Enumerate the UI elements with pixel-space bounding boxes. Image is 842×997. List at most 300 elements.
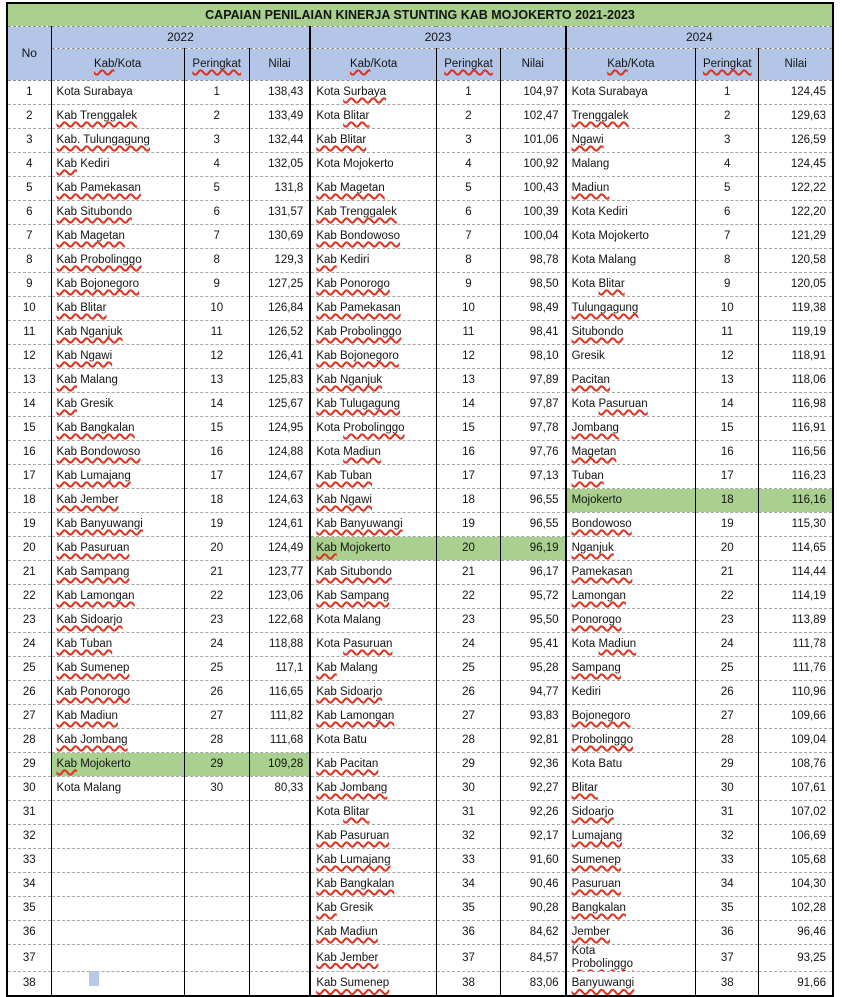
- cell-2022-kabkota[interactable]: [51, 921, 184, 945]
- cell-2024-kabkota[interactable]: [566, 465, 696, 489]
- cell-2024-nilai[interactable]: 111,76: [759, 657, 833, 681]
- cell-2024-peringkat[interactable]: 24: [696, 633, 759, 657]
- cell-2024-peringkat[interactable]: 13: [696, 369, 759, 393]
- cell-2023-kabkota[interactable]: [310, 561, 436, 585]
- cell-2022-nilai[interactable]: 132,05: [249, 153, 310, 177]
- cell-row-no[interactable]: 9: [7, 273, 51, 297]
- cell-row-no[interactable]: 5: [7, 177, 51, 201]
- cell-2023-nilai[interactable]: 100,04: [501, 225, 566, 249]
- cell-2024-peringkat[interactable]: 4: [696, 153, 759, 177]
- cell-2022-nilai[interactable]: [249, 945, 310, 972]
- cell-2022-peringkat[interactable]: 24: [184, 633, 249, 657]
- cell-2024-kabkota[interactable]: Kota Madiun: [566, 633, 696, 657]
- cell-2024-kabkota[interactable]: [566, 369, 696, 393]
- cell-2023-peringkat[interactable]: 5: [436, 177, 500, 201]
- cell-2023-kabkota[interactable]: [310, 777, 436, 801]
- cell-2024-nilai[interactable]: 91,66: [759, 972, 833, 997]
- col-header-kabkota-2024[interactable]: [566, 49, 696, 81]
- cell-2023-nilai[interactable]: 97,87: [501, 393, 566, 417]
- cell-row-no[interactable]: 1: [7, 81, 51, 105]
- cell-2024-peringkat[interactable]: 22: [696, 585, 759, 609]
- cell-2023-nilai[interactable]: 97,78: [501, 417, 566, 441]
- cell-2024-kabkota[interactable]: [566, 177, 696, 201]
- cell-2022-kabkota[interactable]: Kab Mojokerto: [51, 753, 184, 777]
- cell-2022-kabkota[interactable]: [51, 873, 184, 897]
- cell-2022-peringkat[interactable]: 21: [184, 561, 249, 585]
- cell-2024-kabkota[interactable]: [566, 105, 696, 129]
- cell-2024-nilai[interactable]: 116,98: [759, 393, 833, 417]
- cell-row-no[interactable]: 20: [7, 537, 51, 561]
- cell-2023-peringkat[interactable]: 34: [436, 873, 500, 897]
- cell-2022-nilai[interactable]: 127,25: [249, 273, 310, 297]
- cell-2022-peringkat[interactable]: 1: [184, 81, 249, 105]
- cell-2022-nilai[interactable]: 117,1: [249, 657, 310, 681]
- cell-2024-kabkota[interactable]: [566, 129, 696, 153]
- cell-2022-nilai[interactable]: 123,77: [249, 561, 310, 585]
- cell-2023-peringkat[interactable]: 13: [436, 369, 500, 393]
- cell-2023-kabkota[interactable]: Kab Malang: [310, 657, 436, 681]
- cell-2023-kabkota[interactable]: [310, 177, 436, 201]
- cell-2023-kabkota[interactable]: [310, 273, 436, 297]
- cell-2023-peringkat[interactable]: 11: [436, 321, 500, 345]
- cell-2024-peringkat[interactable]: 9: [696, 273, 759, 297]
- cell-2022-nilai[interactable]: 138,43: [249, 81, 310, 105]
- cell-2023-nilai[interactable]: 97,89: [501, 369, 566, 393]
- cell-2023-peringkat[interactable]: 17: [436, 465, 500, 489]
- cell-row-no[interactable]: 37: [7, 945, 51, 972]
- cell-2022-nilai[interactable]: 124,88: [249, 441, 310, 465]
- cell-2023-kabkota[interactable]: Kota Blitar: [310, 801, 436, 825]
- cell-2022-peringkat[interactable]: 23: [184, 609, 249, 633]
- cell-2023-nilai[interactable]: 97,13: [501, 465, 566, 489]
- cell-2022-peringkat[interactable]: 19: [184, 513, 249, 537]
- cell-2023-nilai[interactable]: 97,76: [501, 441, 566, 465]
- cell-2023-nilai[interactable]: 92,17: [501, 825, 566, 849]
- cell-row-no[interactable]: 32: [7, 825, 51, 849]
- cell-2023-nilai[interactable]: 92,81: [501, 729, 566, 753]
- cell-2022-kabkota[interactable]: Kab Gresik: [51, 393, 184, 417]
- cell-2024-peringkat[interactable]: 25: [696, 657, 759, 681]
- cell-2023-nilai[interactable]: 92,36: [501, 753, 566, 777]
- cell-2022-nilai[interactable]: [249, 972, 310, 997]
- cell-2024-peringkat[interactable]: 27: [696, 705, 759, 729]
- cell-2022-nilai[interactable]: [249, 897, 310, 921]
- cell-2022-nilai[interactable]: 126,41: [249, 345, 310, 369]
- cell-2022-peringkat[interactable]: [184, 972, 249, 997]
- cell-2022-kabkota[interactable]: [51, 513, 184, 537]
- cell-2024-peringkat[interactable]: 31: [696, 801, 759, 825]
- cell-2022-peringkat[interactable]: 29: [184, 753, 249, 777]
- cell-2024-nilai[interactable]: 124,45: [759, 153, 833, 177]
- cell-2024-nilai[interactable]: 120,58: [759, 249, 833, 273]
- cell-2023-peringkat[interactable]: 21: [436, 561, 500, 585]
- cell-2022-kabkota[interactable]: [51, 345, 184, 369]
- cell-2022-peringkat[interactable]: 13: [184, 369, 249, 393]
- cell-2022-peringkat[interactable]: 12: [184, 345, 249, 369]
- cell-2023-peringkat[interactable]: 4: [436, 153, 500, 177]
- cell-2024-peringkat[interactable]: 16: [696, 441, 759, 465]
- cell-2022-kabkota[interactable]: [51, 801, 184, 825]
- col-header-year-2023[interactable]: 2023: [310, 27, 565, 49]
- cell-2022-peringkat[interactable]: [184, 849, 249, 873]
- cell-2022-kabkota[interactable]: [51, 201, 184, 225]
- cell-2023-peringkat[interactable]: 28: [436, 729, 500, 753]
- cell-2024-peringkat[interactable]: 5: [696, 177, 759, 201]
- cell-2024-peringkat[interactable]: 35: [696, 897, 759, 921]
- cell-2023-nilai[interactable]: 92,27: [501, 777, 566, 801]
- cell-2023-nilai[interactable]: 90,28: [501, 897, 566, 921]
- cell-2024-peringkat[interactable]: 32: [696, 825, 759, 849]
- cell-2024-peringkat[interactable]: 1: [696, 81, 759, 105]
- col-header-peringkat-2022[interactable]: [184, 49, 249, 81]
- cell-2022-nilai[interactable]: 129,3: [249, 249, 310, 273]
- cell-2023-peringkat[interactable]: 9: [436, 273, 500, 297]
- cell-2023-peringkat[interactable]: 26: [436, 681, 500, 705]
- cell-2024-kabkota[interactable]: Kota Surabaya: [566, 81, 696, 105]
- cell-2023-kabkota[interactable]: [310, 945, 436, 972]
- cell-row-no[interactable]: 33: [7, 849, 51, 873]
- cell-2023-nilai[interactable]: 102,47: [501, 105, 566, 129]
- col-header-nilai-2024[interactable]: Nilai: [759, 49, 833, 81]
- cell-row-no[interactable]: 26: [7, 681, 51, 705]
- cell-2024-kabkota[interactable]: [566, 321, 696, 345]
- cell-2024-kabkota[interactable]: [566, 729, 696, 753]
- cell-2024-nilai[interactable]: 96,46: [759, 921, 833, 945]
- cell-2024-peringkat[interactable]: 36: [696, 921, 759, 945]
- cell-2024-peringkat[interactable]: 23: [696, 609, 759, 633]
- cell-row-no[interactable]: 19: [7, 513, 51, 537]
- cell-2022-kabkota[interactable]: Kota Malang: [51, 777, 184, 801]
- cell-2023-kabkota[interactable]: Kota Madiun: [310, 441, 436, 465]
- cell-2023-peringkat[interactable]: 6: [436, 201, 500, 225]
- cell-2024-kabkota[interactable]: [566, 897, 696, 921]
- cell-2023-nilai[interactable]: 101,06: [501, 129, 566, 153]
- cell-row-no[interactable]: 31: [7, 801, 51, 825]
- cell-2023-kabkota[interactable]: [310, 972, 436, 997]
- cell-2023-nilai[interactable]: 96,55: [501, 489, 566, 513]
- cell-2023-nilai[interactable]: 98,10: [501, 345, 566, 369]
- cell-2022-kabkota[interactable]: [51, 705, 184, 729]
- cell-2024-kabkota[interactable]: [566, 777, 696, 801]
- cell-row-no[interactable]: 17: [7, 465, 51, 489]
- cell-2024-nilai[interactable]: 105,68: [759, 849, 833, 873]
- cell-2022-nilai[interactable]: 131,57: [249, 201, 310, 225]
- cell-row-no[interactable]: 38: [7, 972, 51, 997]
- cell-2023-peringkat[interactable]: 16: [436, 441, 500, 465]
- cell-2024-peringkat[interactable]: 33: [696, 849, 759, 873]
- cell-2023-peringkat[interactable]: 19: [436, 513, 500, 537]
- cell-2023-peringkat[interactable]: 7: [436, 225, 500, 249]
- cell-2024-peringkat[interactable]: 6: [696, 201, 759, 225]
- cell-2022-kabkota[interactable]: [51, 321, 184, 345]
- col-header-peringkat-2024[interactable]: [696, 49, 759, 81]
- cell-2024-nilai[interactable]: 114,19: [759, 585, 833, 609]
- cell-2022-nilai[interactable]: 125,67: [249, 393, 310, 417]
- cell-2023-nilai[interactable]: 98,41: [501, 321, 566, 345]
- cell-2024-kabkota[interactable]: [566, 561, 696, 585]
- cell-row-no[interactable]: 35: [7, 897, 51, 921]
- cell-2022-nilai[interactable]: [249, 825, 310, 849]
- cell-2023-nilai[interactable]: 83,06: [501, 972, 566, 997]
- cell-2023-kabkota[interactable]: Kota Batu: [310, 729, 436, 753]
- cell-2024-nilai[interactable]: 108,76: [759, 753, 833, 777]
- cell-row-no[interactable]: 10: [7, 297, 51, 321]
- cell-2024-kabkota[interactable]: Kota Probolinggo: [566, 945, 696, 972]
- cell-row-no[interactable]: 13: [7, 369, 51, 393]
- cell-2024-kabkota[interactable]: Kota Kediri: [566, 201, 696, 225]
- cell-2023-kabkota[interactable]: [310, 873, 436, 897]
- cell-2023-kabkota[interactable]: Kota Malang: [310, 609, 436, 633]
- cell-2022-nilai[interactable]: 109,28: [249, 753, 310, 777]
- cell-2024-peringkat[interactable]: 8: [696, 249, 759, 273]
- cell-2024-nilai[interactable]: 104,30: [759, 873, 833, 897]
- cell-row-no[interactable]: 16: [7, 441, 51, 465]
- cell-2023-kabkota[interactable]: [310, 513, 436, 537]
- cell-2022-nilai[interactable]: 133,49: [249, 105, 310, 129]
- cell-row-no[interactable]: 27: [7, 705, 51, 729]
- cell-2024-kabkota[interactable]: Gresik: [566, 345, 696, 369]
- cell-2023-nilai[interactable]: 93,83: [501, 705, 566, 729]
- cell-2022-peringkat[interactable]: [184, 825, 249, 849]
- cell-2024-nilai[interactable]: 107,02: [759, 801, 833, 825]
- cell-2022-kabkota[interactable]: [51, 297, 184, 321]
- cell-2023-nilai[interactable]: 95,72: [501, 585, 566, 609]
- cell-2024-kabkota[interactable]: [566, 801, 696, 825]
- cell-2024-kabkota[interactable]: [566, 705, 696, 729]
- cell-2023-nilai[interactable]: 91,60: [501, 849, 566, 873]
- col-header-no[interactable]: No: [7, 27, 51, 81]
- cell-2022-nilai[interactable]: [249, 921, 310, 945]
- cell-row-no[interactable]: 21: [7, 561, 51, 585]
- cell-2024-peringkat[interactable]: 18: [696, 489, 759, 513]
- cell-2024-peringkat[interactable]: 28: [696, 729, 759, 753]
- cell-2022-kabkota[interactable]: [51, 633, 184, 657]
- cell-2022-kabkota[interactable]: [51, 585, 184, 609]
- cell-row-no[interactable]: 30: [7, 777, 51, 801]
- cell-2022-kabkota[interactable]: Kab Kediri: [51, 153, 184, 177]
- cell-2023-peringkat[interactable]: 27: [436, 705, 500, 729]
- cell-2023-peringkat[interactable]: 12: [436, 345, 500, 369]
- cell-2023-peringkat[interactable]: 18: [436, 489, 500, 513]
- cell-2024-kabkota[interactable]: [566, 441, 696, 465]
- cell-2023-peringkat[interactable]: 3: [436, 129, 500, 153]
- cell-2023-kabkota[interactable]: [310, 825, 436, 849]
- cell-2023-nilai[interactable]: 104,97: [501, 81, 566, 105]
- cell-2022-nilai[interactable]: 124,95: [249, 417, 310, 441]
- cell-2022-kabkota[interactable]: [51, 225, 184, 249]
- cell-2023-peringkat[interactable]: 1: [436, 81, 500, 105]
- cell-2022-peringkat[interactable]: 3: [184, 129, 249, 153]
- cell-2022-nilai[interactable]: 124,63: [249, 489, 310, 513]
- cell-2023-kabkota[interactable]: [310, 921, 436, 945]
- cell-2024-kabkota[interactable]: Kota Malang: [566, 249, 696, 273]
- cell-2024-nilai[interactable]: 119,38: [759, 297, 833, 321]
- cell-2024-nilai[interactable]: 118,91: [759, 345, 833, 369]
- cell-2023-nilai[interactable]: 84,57: [501, 945, 566, 972]
- cell-2023-peringkat[interactable]: 35: [436, 897, 500, 921]
- col-header-year-2024[interactable]: 2024: [566, 27, 833, 49]
- cell-2023-nilai[interactable]: 96,55: [501, 513, 566, 537]
- cell-2022-peringkat[interactable]: 30: [184, 777, 249, 801]
- cell-2024-kabkota[interactable]: [566, 417, 696, 441]
- cell-2024-nilai[interactable]: 111,78: [759, 633, 833, 657]
- cell-2022-kabkota[interactable]: [51, 177, 184, 201]
- cell-2024-nilai[interactable]: 118,06: [759, 369, 833, 393]
- cell-2022-nilai[interactable]: 124,49: [249, 537, 310, 561]
- cell-2022-peringkat[interactable]: 18: [184, 489, 249, 513]
- cell-2022-kabkota[interactable]: [51, 441, 184, 465]
- cell-2024-kabkota[interactable]: Kota Pasuruan: [566, 393, 696, 417]
- cell-2023-peringkat[interactable]: 24: [436, 633, 500, 657]
- cell-2023-nilai[interactable]: 94,77: [501, 681, 566, 705]
- cell-2022-nilai[interactable]: 130,69: [249, 225, 310, 249]
- cell-2022-peringkat[interactable]: 15: [184, 417, 249, 441]
- cell-2024-peringkat[interactable]: 20: [696, 537, 759, 561]
- cell-2022-peringkat[interactable]: 11: [184, 321, 249, 345]
- cell-2024-kabkota[interactable]: [566, 297, 696, 321]
- cell-2024-kabkota[interactable]: Kota Batu: [566, 753, 696, 777]
- cell-2023-nilai[interactable]: 90,46: [501, 873, 566, 897]
- cell-2023-nilai[interactable]: 100,39: [501, 201, 566, 225]
- cell-2022-peringkat[interactable]: 27: [184, 705, 249, 729]
- col-header-nilai-2022[interactable]: Nilai: [249, 49, 310, 81]
- cell-2022-nilai[interactable]: 126,52: [249, 321, 310, 345]
- cell-row-no[interactable]: 25: [7, 657, 51, 681]
- cell-2024-nilai[interactable]: 106,69: [759, 825, 833, 849]
- cell-2023-nilai[interactable]: 98,78: [501, 249, 566, 273]
- cell-2023-kabkota[interactable]: [310, 225, 436, 249]
- cell-2024-nilai[interactable]: 110,96: [759, 681, 833, 705]
- cell-2022-kabkota[interactable]: [51, 729, 184, 753]
- cell-2023-nilai[interactable]: 98,49: [501, 297, 566, 321]
- cell-row-no[interactable]: 15: [7, 417, 51, 441]
- cell-row-no[interactable]: 18: [7, 489, 51, 513]
- cell-2024-nilai[interactable]: 129,63: [759, 105, 833, 129]
- cell-2024-peringkat[interactable]: 29: [696, 753, 759, 777]
- cell-2024-kabkota[interactable]: [566, 657, 696, 681]
- cell-2022-kabkota[interactable]: [51, 465, 184, 489]
- cell-2024-nilai[interactable]: 122,22: [759, 177, 833, 201]
- cell-2024-peringkat[interactable]: 10: [696, 297, 759, 321]
- cell-2022-nilai[interactable]: [249, 849, 310, 873]
- cell-row-no[interactable]: 14: [7, 393, 51, 417]
- cell-2022-kabkota[interactable]: [51, 849, 184, 873]
- cell-2022-peringkat[interactable]: 22: [184, 585, 249, 609]
- cell-2022-peringkat[interactable]: 28: [184, 729, 249, 753]
- cell-2023-nilai[interactable]: 95,41: [501, 633, 566, 657]
- cell-2022-peringkat[interactable]: 16: [184, 441, 249, 465]
- cell-2022-nilai[interactable]: 116,65: [249, 681, 310, 705]
- cell-2022-nilai[interactable]: 111,82: [249, 705, 310, 729]
- cell-2024-peringkat[interactable]: 26: [696, 681, 759, 705]
- cell-2023-peringkat[interactable]: 20: [436, 537, 500, 561]
- cell-2023-nilai[interactable]: 95,28: [501, 657, 566, 681]
- cell-2022-peringkat[interactable]: [184, 921, 249, 945]
- cell-2023-nilai[interactable]: 96,17: [501, 561, 566, 585]
- cell-2024-nilai[interactable]: 109,04: [759, 729, 833, 753]
- cell-2022-nilai[interactable]: [249, 873, 310, 897]
- cell-2024-nilai[interactable]: 109,66: [759, 705, 833, 729]
- cell-2023-kabkota[interactable]: Kota Mojokerto: [310, 153, 436, 177]
- cell-2024-peringkat[interactable]: 38: [696, 972, 759, 997]
- cell-2024-kabkota[interactable]: Kota Blitar: [566, 273, 696, 297]
- cell-2022-nilai[interactable]: 125,83: [249, 369, 310, 393]
- cell-2022-peringkat[interactable]: 4: [184, 153, 249, 177]
- cell-row-no[interactable]: 3: [7, 129, 51, 153]
- cell-row-no[interactable]: 36: [7, 921, 51, 945]
- cell-2022-peringkat[interactable]: 14: [184, 393, 249, 417]
- cell-2024-kabkota[interactable]: [566, 825, 696, 849]
- cell-2022-nilai[interactable]: 132,44: [249, 129, 310, 153]
- cell-2023-peringkat[interactable]: 2: [436, 105, 500, 129]
- cell-2022-nilai[interactable]: 124,67: [249, 465, 310, 489]
- cell-2022-peringkat[interactable]: 25: [184, 657, 249, 681]
- cell-2022-nilai[interactable]: 131,8: [249, 177, 310, 201]
- cell-2022-nilai[interactable]: 123,06: [249, 585, 310, 609]
- cell-2022-kabkota[interactable]: [51, 897, 184, 921]
- cell-2023-nilai[interactable]: 84,62: [501, 921, 566, 945]
- cell-2023-kabkota[interactable]: [310, 129, 436, 153]
- cell-2022-nilai[interactable]: 118,88: [249, 633, 310, 657]
- cell-2023-nilai[interactable]: 100,43: [501, 177, 566, 201]
- cell-2023-peringkat[interactable]: 33: [436, 849, 500, 873]
- cell-2023-peringkat[interactable]: 23: [436, 609, 500, 633]
- cell-2022-kabkota[interactable]: Kota Surabaya: [51, 81, 184, 105]
- cell-2022-kabkota[interactable]: [51, 489, 184, 513]
- cell-row-no[interactable]: 29: [7, 753, 51, 777]
- cell-2022-kabkota[interactable]: [51, 657, 184, 681]
- cell-2023-kabkota[interactable]: [310, 201, 436, 225]
- cell-2022-kabkota[interactable]: [51, 609, 184, 633]
- cell-2023-kabkota[interactable]: [310, 321, 436, 345]
- cell-2022-peringkat[interactable]: 7: [184, 225, 249, 249]
- cell-2022-kabkota[interactable]: [51, 249, 184, 273]
- cell-row-no[interactable]: 7: [7, 225, 51, 249]
- cell-2022-kabkota[interactable]: [51, 681, 184, 705]
- cell-2023-kabkota[interactable]: [310, 345, 436, 369]
- cell-2022-kabkota[interactable]: [51, 945, 184, 972]
- cell-2023-kabkota[interactable]: Kota Pasuruan: [310, 633, 436, 657]
- cell-2024-peringkat[interactable]: 14: [696, 393, 759, 417]
- cell-2022-peringkat[interactable]: 17: [184, 465, 249, 489]
- cell-2022-peringkat[interactable]: [184, 801, 249, 825]
- col-header-peringkat-2023[interactable]: [436, 49, 500, 81]
- cell-2022-peringkat[interactable]: 8: [184, 249, 249, 273]
- cell-2022-peringkat[interactable]: [184, 873, 249, 897]
- cell-2024-kabkota[interactable]: [566, 921, 696, 945]
- cell-2022-nilai[interactable]: 124,61: [249, 513, 310, 537]
- cell-2022-kabkota[interactable]: Kab Malang: [51, 369, 184, 393]
- cell-2023-peringkat[interactable]: 22: [436, 585, 500, 609]
- cell-2024-peringkat[interactable]: 37: [696, 945, 759, 972]
- cell-2024-nilai[interactable]: 119,19: [759, 321, 833, 345]
- cell-row-no[interactable]: 23: [7, 609, 51, 633]
- cell-2023-kabkota[interactable]: [310, 681, 436, 705]
- cell-2023-peringkat[interactable]: 25: [436, 657, 500, 681]
- cell-2022-peringkat[interactable]: 2: [184, 105, 249, 129]
- cell-2023-nilai[interactable]: 96,19: [501, 537, 566, 561]
- cell-row-no[interactable]: 2: [7, 105, 51, 129]
- cell-2023-kabkota[interactable]: [310, 753, 436, 777]
- cell-2023-kabkota[interactable]: Kab Kediri: [310, 249, 436, 273]
- cell-2023-kabkota[interactable]: [310, 489, 436, 513]
- cell-2023-kabkota[interactable]: Kab Mojokerto: [310, 537, 436, 561]
- cell-row-no[interactable]: 24: [7, 633, 51, 657]
- cell-2023-kabkota[interactable]: [310, 705, 436, 729]
- cell-2024-nilai[interactable]: 116,16: [759, 489, 833, 513]
- cell-2024-peringkat[interactable]: 12: [696, 345, 759, 369]
- cell-2023-peringkat[interactable]: 30: [436, 777, 500, 801]
